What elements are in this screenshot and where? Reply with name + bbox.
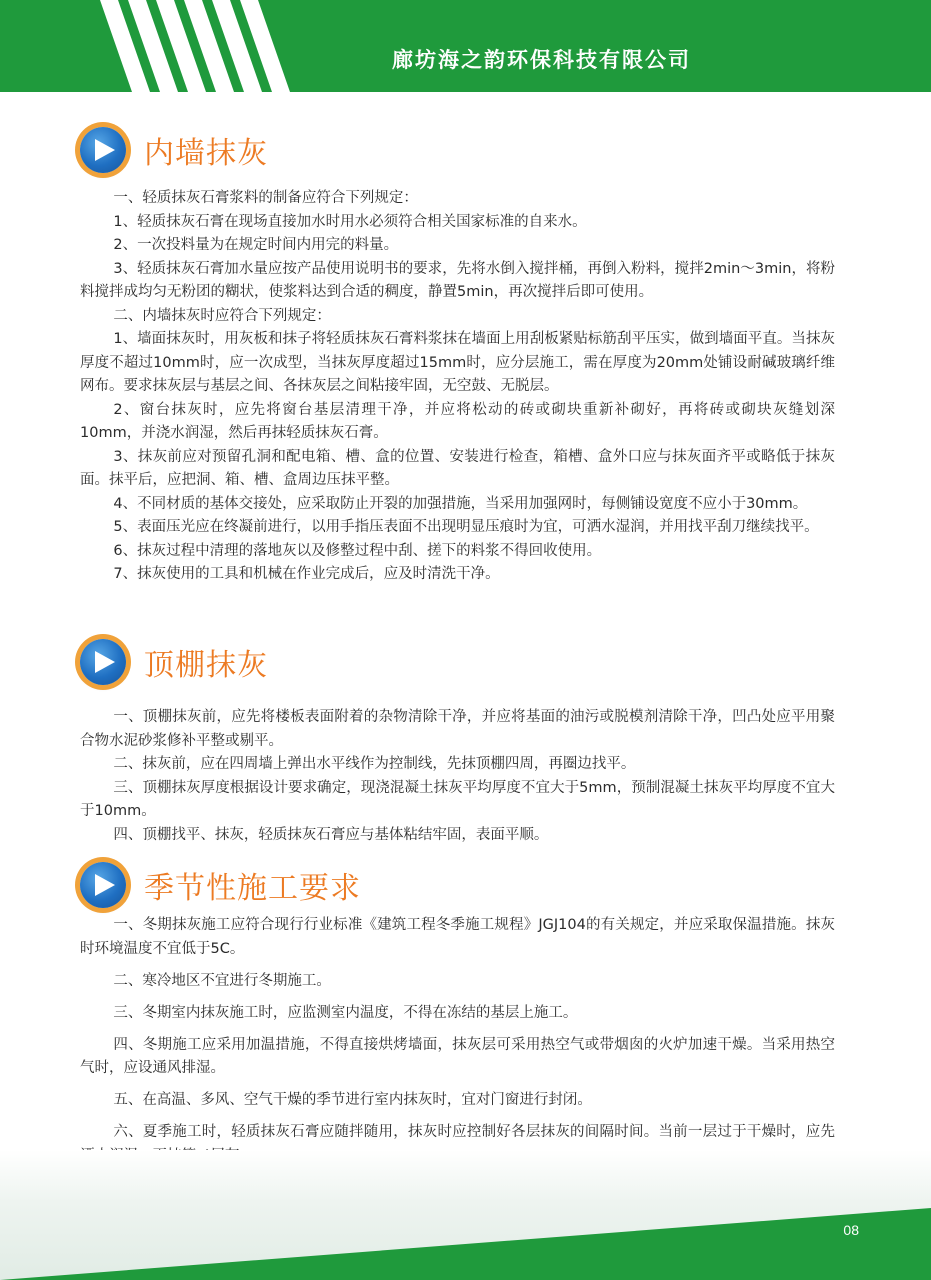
paragraph: 一、轻质抹灰石膏浆料的制备应符合下列规定：	[113, 190, 418, 206]
paragraph: 四、顶棚找平、抹灰，轻质抹灰石膏应与基体粘结牢固，表面平顺。	[113, 826, 549, 843]
paragraph: 1、轻质抹灰石膏在现场直接加水时用水必须符合相关国家标准的自来水。	[113, 213, 587, 230]
paragraph: 三、顶棚抹灰厚度根据设计要求确定，现浇混凝土抹灰平均厚度不宜大于5mm，预制混凝土抹灰平均厚度不宜大于10mm。	[80, 779, 835, 819]
paragraph: 3、抹灰前应对预留孔洞和配电箱、槽、盒的位置、安装进行检查，箱槽、盒外口应与抹灰面齐平或略低于抹灰面。抹平后，应把洞、箱、槽、盒周边压抹平整。	[80, 448, 835, 488]
section-title: 季节性施工要求	[144, 871, 361, 906]
header-stripes-decoration	[0, 0, 300, 92]
paragraph: 四、冬期施工应采用加温措施，不得直接烘烤墙面，抹灰层可采用热空气或带烟囱的火炉加速干燥。当采用热空气时，应设通风排湿。	[80, 1036, 835, 1076]
page-number: 08	[843, 1222, 859, 1238]
paragraph: 二、抹灰前，应在四周墙上弹出水平线作为控制线，先抹顶棚四周，再圈边找平。	[113, 756, 636, 772]
section-body-interior-wall	[80, 187, 835, 587]
play-icon	[80, 127, 126, 173]
section-body-seasonal	[80, 914, 835, 1177]
paragraph: 5、表面压光应在终凝前进行，以用手指压表面不出现明显压痕时为宜，可洒水湿润，并用找平刮刀继续找平。	[113, 519, 819, 535]
paragraph: 1、墙面抹灰时，用灰板和抹子将轻质抹灰石膏料浆抹在墙面上用刮板紧贴标筋刮平压实，做到墙面平直。当抹灰厚度不超过10mm时，应一次成型，当抹灰厚度超过15mm时，应分层施工，需在厚度为20mm处铺设耐碱玻璃纤维网布。要求抹灰层与基层之间、各抹灰层之间粘接牢固，无空鼓、无脱层。	[80, 331, 835, 394]
section-body-ceiling	[80, 706, 835, 847]
paragraph: 二、内墙抹灰时应符合下列规定：	[113, 307, 331, 324]
paragraph: 3、轻质抹灰石膏加水量应按产品使用说明书的要求，先将水倒入搅拌桶，再倒入粉料，搅拌2min～3min，将粉料搅拌成均匀无粉团的糊状，使浆料达到合适的稠度，静置5min，再次搅拌后即可使用。	[80, 260, 835, 300]
paragraph: 六、夏季施工时，轻质抹灰石膏应随拌随用，抹灰时应控制好各层抹灰的间隔时间。当前一层过于干燥时，应先	[113, 1124, 835, 1140]
section-heading-seasonal	[80, 860, 361, 910]
play-icon	[80, 639, 126, 685]
paragraph: 五、在高温、多风、空气干燥的季节进行室内抹灰时，宜对门窗进行封闭。	[113, 1092, 592, 1108]
paragraph: 三、冬期室内抹灰施工时，应监测室内温度，不得在冻结的基层上施工。	[113, 1004, 578, 1021]
paragraph: 2、窗台抹灰时，应先将窗台基层清理干净，并应将松动的砖或砌块重新补砌好，再将砖或砌块灰缝划深10mm，并浇水润湿，然后再抹轻质抹灰石膏。	[80, 401, 835, 441]
paragraph: 6、抹灰过程中清理的落地灰以及修整过程中刮、搓下的料浆不得回收使用。	[113, 542, 602, 559]
section-title: 内墙抹灰	[144, 136, 268, 171]
play-icon	[80, 862, 126, 908]
paragraph: 7、抹灰使用的工具和机械在作业完成后，应及时清洗干净。	[113, 566, 500, 582]
section-heading-ceiling	[80, 637, 268, 687]
section-heading-interior-wall	[80, 125, 268, 175]
company-name: 廊坊海之韵环保科技有限公司	[392, 48, 691, 72]
paragraph: 2、一次投料量为在规定时间内用完的料量。	[113, 237, 399, 253]
paragraph: 4、不同材质的基体交接处，应采取防止开裂的加强措施，当采用加强网时，每侧铺设宽度不应小于30mm。	[113, 495, 808, 512]
page-header	[0, 0, 931, 92]
paragraph: 一、顶棚抹灰前，应先将楼板表面附着的杂物清除干净，并应将基面的油污或脱模剂清除干净，凹凸处应平用聚合物水泥砂浆修补平整或剔平。	[80, 709, 835, 749]
paragraph: 二、寒冷地区不宜进行冬期施工。	[113, 972, 331, 989]
paragraph: 一、冬期抹灰施工应符合现行行业标准《建筑工程冬季施工规程》JGJ104的有关规定，并应采取保温措施。抹灰时环境温度不宜低于5C。	[80, 917, 835, 957]
section-title: 顶棚抹灰	[144, 648, 268, 683]
